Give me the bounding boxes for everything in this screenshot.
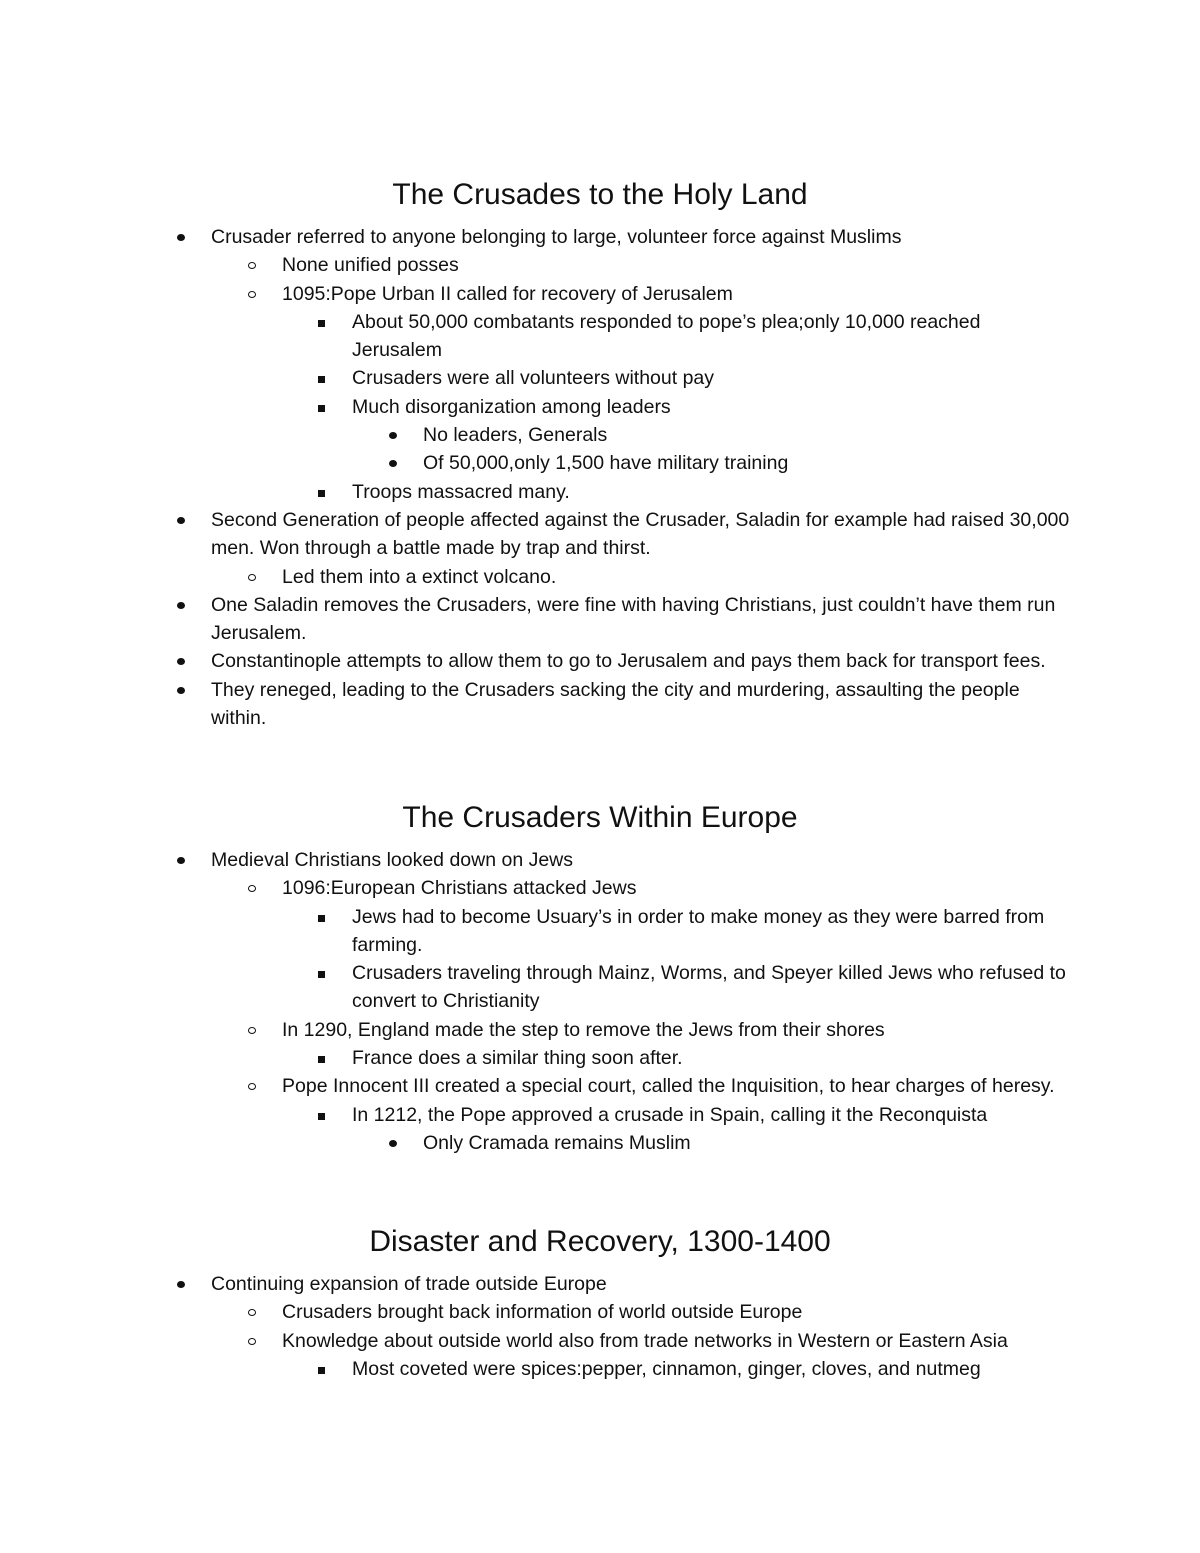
list-item: [282, 874, 1072, 902]
circle-bullet-icon: [248, 1083, 256, 1090]
list-item: [423, 1129, 1073, 1157]
list-item-text: In 1212, the Pope approved a crusade in Spain, calling it the Reconquista: [352, 1103, 988, 1126]
disc-bullet-icon: [177, 687, 185, 694]
disc-bullet-icon: [177, 658, 185, 665]
disc-bullet-icon: [389, 432, 397, 439]
square-bullet-icon: [318, 1113, 325, 1120]
list-item: [211, 591, 1071, 648]
list-item: [352, 1355, 1072, 1383]
list-item-text: 1096:European Christians attacked Jews: [282, 877, 637, 900]
list-item: [282, 1016, 1072, 1044]
list-item-text: None unified posses: [282, 254, 459, 277]
list-item: [211, 1270, 1071, 1298]
list-item: [282, 251, 1072, 279]
list-item-text: Only Cramada remains Muslim: [423, 1131, 691, 1154]
list-item: [352, 393, 1072, 421]
list-item-text: Of 50,000,only 1,500 have military training: [423, 452, 789, 475]
section-heading: The Crusaders Within Europe: [402, 801, 798, 834]
list-item: [352, 364, 1072, 392]
section-crusades-holy-land: [0, 177, 1200, 732]
square-bullet-icon: [318, 1056, 325, 1063]
list-item: [211, 506, 1071, 563]
square-bullet-icon: [318, 376, 325, 383]
circle-bullet-icon: [248, 885, 256, 892]
section-heading: The Crusades to the Holy Land: [392, 178, 808, 211]
list-item-text: Pope Innocent III created a special court, called the Inquisition, to hear charges of heresy.: [282, 1075, 1055, 1098]
list-item-text: One Saladin removes the Crusaders, were fine with having Christians, just couldn’t have them run Jerusalem.: [211, 593, 1056, 645]
list-item: [423, 421, 1073, 449]
square-bullet-icon: [318, 915, 325, 922]
square-bullet-icon: [318, 490, 325, 497]
list-item-text: Crusader referred to anyone belonging to large, volunteer force against Muslims: [211, 226, 902, 248]
list-item: [211, 647, 1071, 675]
circle-bullet-icon: [248, 574, 256, 581]
disc-bullet-icon: [389, 1140, 397, 1147]
section-crusaders-within-europe: [0, 800, 1200, 1157]
outline-list: [0, 846, 1200, 1157]
list-item: [211, 223, 1071, 251]
square-bullet-icon: [318, 971, 325, 978]
list-item-text: Knowledge about outside world also from trade networks in Western or Eastern Asia: [282, 1329, 1008, 1352]
square-bullet-icon: [318, 405, 325, 412]
list-item-text: They reneged, leading to the Crusaders sacking the city and murdering, assaulting the people within.: [211, 678, 1020, 730]
list-item-text: Crusaders were all volunteers without pay: [352, 367, 715, 390]
list-item: [211, 676, 1071, 733]
square-bullet-icon: [318, 320, 325, 327]
circle-bullet-icon: [248, 1309, 256, 1316]
outline-list: [0, 223, 1200, 732]
list-item: [423, 449, 1073, 477]
list-item: [211, 846, 1071, 874]
list-item-text: Crusaders traveling through Mainz, Worms, and Speyer killed Jews who refused to convert to Christianity: [352, 962, 1066, 1013]
disc-bullet-icon: [177, 234, 185, 241]
list-item-text: In 1290, England made the step to remove the Jews from their shores: [282, 1018, 885, 1041]
list-item: [282, 280, 1072, 308]
list-item-text: No leaders, Generals: [423, 424, 608, 447]
list-item-text: Troops massacred many.: [352, 480, 570, 503]
list-item: [352, 959, 1072, 1016]
list-item-text: Medieval Christians looked down on Jews: [211, 849, 574, 871]
list-item: [352, 1101, 1072, 1129]
list-item: [282, 1327, 1072, 1355]
section-disaster-recovery: [0, 1224, 1200, 1383]
list-item-text: Jews had to become Usuary’s in order to make money as they were barred from farming.: [352, 905, 1045, 956]
disc-bullet-icon: [177, 517, 185, 524]
list-item: [352, 903, 1072, 960]
list-item-text: Constantinople attempts to allow them to go to Jerusalem and pays them back for transport fees.: [211, 650, 1046, 673]
list-item: [352, 478, 1072, 506]
outline-list: [0, 1270, 1200, 1383]
list-item: [352, 1044, 1072, 1072]
list-item: [282, 1298, 1072, 1326]
list-item-text: Most coveted were spices:pepper, cinnamon, ginger, cloves, and nutmeg: [352, 1357, 981, 1380]
disc-bullet-icon: [177, 1281, 185, 1288]
list-item-text: Led them into a extinct volcano.: [282, 565, 557, 588]
list-item: [282, 563, 1072, 591]
list-item: [352, 308, 1072, 365]
list-item: [282, 1072, 1072, 1100]
list-item-text: France does a similar thing soon after.: [352, 1047, 683, 1070]
circle-bullet-icon: [248, 1027, 256, 1034]
list-item-text: Continuing expansion of trade outside Europe: [211, 1273, 607, 1295]
square-bullet-icon: [318, 1367, 325, 1374]
list-item-text: Crusaders brought back information of world outside Europe: [282, 1301, 803, 1324]
list-item-text: Second Generation of people affected against the Crusader, Saladin for example had raised 30,000 men. Won through a battle made by trap and thirst.: [211, 508, 1070, 560]
circle-bullet-icon: [248, 1338, 256, 1345]
list-item-text: 1095:Pope Urban II called for recovery of Jerusalem: [282, 282, 733, 305]
circle-bullet-icon: [248, 291, 256, 298]
circle-bullet-icon: [248, 262, 256, 269]
disc-bullet-icon: [389, 460, 397, 467]
section-heading: Disaster and Recovery, 1300-1400: [369, 1225, 831, 1258]
list-item-text: Much disorganization among leaders: [352, 395, 671, 418]
disc-bullet-icon: [177, 602, 185, 609]
list-item-text: About 50,000 combatants responded to pope’s plea;only 10,000 reached Jerusalem: [352, 310, 981, 362]
disc-bullet-icon: [177, 857, 185, 864]
